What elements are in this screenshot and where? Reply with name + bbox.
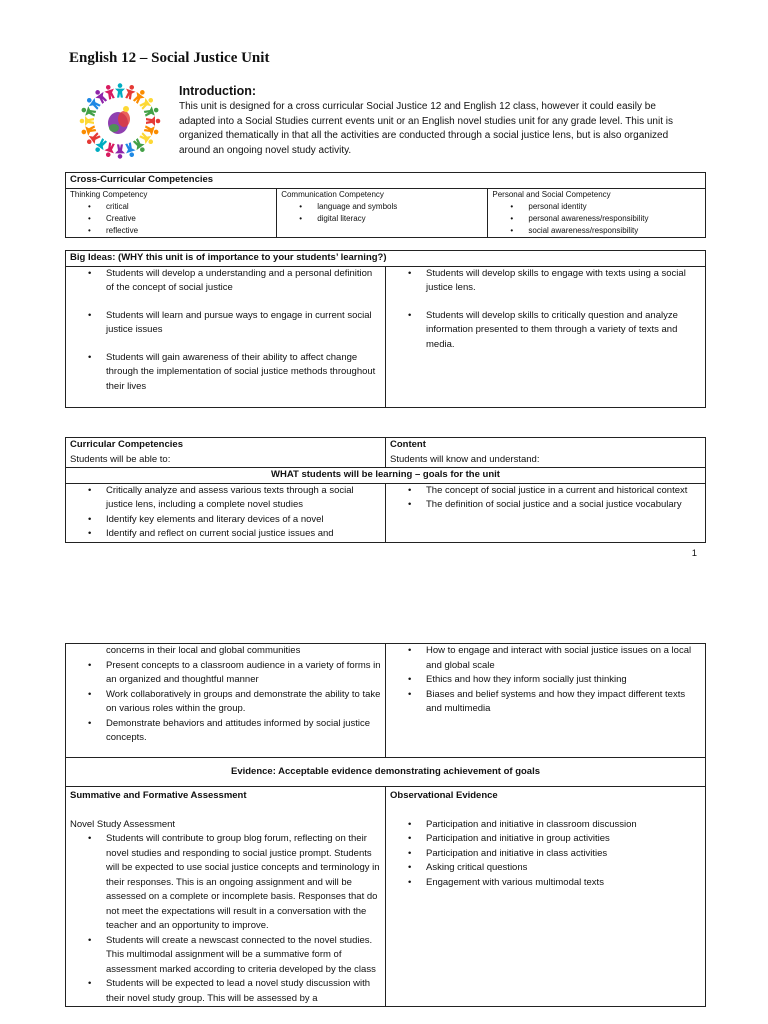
curricular-continued-cell <box>66 644 386 758</box>
curricular-item: • Present concepts to a classroom audience in a variety of forms in an organized and thoughtful manner <box>106 659 381 688</box>
thinking-competency-cell <box>66 188 277 237</box>
content-heading: Content <box>390 439 426 450</box>
novel-study-label: Novel Study Assessment <box>70 818 176 830</box>
assessment-cell <box>66 787 386 1007</box>
competency-item: • digital literacy <box>317 213 483 225</box>
observational-item: • Asking critical questions <box>426 861 701 876</box>
competency-item: • personal awareness/responsibility <box>528 213 701 225</box>
big-ideas-left-cell <box>66 266 386 408</box>
personal-social-competency-cell <box>488 188 706 237</box>
content-subheading: Students will know and understand: <box>390 453 540 465</box>
curricular-table <box>65 437 706 543</box>
curricular-item: • Demonstrate behaviors and attitudes informed by social justice concepts. <box>106 717 381 746</box>
communication-competency-cell <box>277 188 488 237</box>
observational-item: • Participation and initiative in class activities <box>426 847 701 862</box>
competencies-heading: Cross-Curricular Competencies <box>70 174 214 185</box>
goals-heading: WHAT students will be learning – goals for the unit <box>66 468 706 484</box>
document-title: English 12 – Social Justice Unit <box>69 50 270 66</box>
competency-column-title: Communication Competency <box>281 189 384 199</box>
child-figure <box>115 144 125 158</box>
evidence-heading: Evidence: Acceptable evidence demonstrating achievement of goals <box>66 758 706 787</box>
observational-item: • Engagement with various multimodal texts <box>426 876 701 891</box>
curricular-continued-table <box>65 643 706 1007</box>
competencies-table <box>65 172 706 238</box>
curricular-continued-text: concerns in their local and global communities <box>106 645 301 656</box>
big-idea-item: • Students will gain awareness of their ability to affect change through the implementation of social justice methods throughout their lives <box>106 351 381 395</box>
page-number: 1 <box>691 548 697 559</box>
content-item: • The definition of social justice and a social justice vocabulary <box>426 498 701 513</box>
big-ideas-right-cell <box>386 266 706 408</box>
curricular-items-cell <box>66 483 386 542</box>
child-figure <box>123 142 137 159</box>
big-idea-item: • Students will develop skills to critically question and analyze information presented to them through a variety of texts and media. <box>426 309 701 353</box>
assessment-item: • Students will be expected to lead a novel study discussion with their novel study group. This will be assessed by a <box>106 977 381 1006</box>
observational-cell <box>386 787 706 1007</box>
child-figure <box>115 83 125 97</box>
competency-item: • language and symbols <box>317 201 483 213</box>
competency-item: • critical <box>106 201 272 213</box>
competency-item: • reflective <box>106 225 272 237</box>
competency-column-title: Thinking Competency <box>70 189 148 199</box>
competency-column-title: Personal and Social Competency <box>492 189 611 199</box>
content-continued-cell <box>386 644 706 758</box>
curricular-item: • Identify key elements and literary devices of a novel <box>106 513 381 528</box>
big-idea-item: • Students will learn and pursue ways to engage in current social justice issues <box>106 309 381 338</box>
content-item: • Biases and belief systems and how they impact different texts and multimedia <box>426 688 701 717</box>
content-heading-cell <box>386 438 706 468</box>
assessment-heading: Summative and Formative Assessment <box>70 790 247 801</box>
observational-item: • Participation and initiative in group activities <box>426 832 701 847</box>
big-idea-item: • Students will develop skills to engage with texts using a social justice lens. <box>426 267 701 296</box>
content-item: • The concept of social justice in a current and historical context <box>426 484 701 499</box>
center-hand-motif <box>108 106 130 134</box>
child-figure <box>103 84 117 101</box>
competency-item: • Creative <box>106 213 272 225</box>
introduction-heading: Introduction: <box>179 84 257 98</box>
observational-heading: Observational Evidence <box>390 790 498 801</box>
curricular-item: • Identify and reflect on current social justice issues and <box>106 527 381 542</box>
assessment-item: • Students will contribute to group blog forum, reflecting on their novel studies and responding to social justice prompt. Students will be expected to use social justice concepts and terminology in their responses. This is an ongoing assignment and will be assessed on a complete or incomplete basis. Responses that do not meet the expectations will result in a conversation with the teacher and an opportunity to improve. <box>106 832 381 934</box>
curricular-competencies-subheading: Students will be able to: <box>70 453 171 465</box>
assessment-item: • Students will create a newscast connected to the novel studies. This multimodal assignment will be a summative form of assessment marked according to criteria developed by the class <box>106 934 381 978</box>
content-items-cell <box>386 483 706 542</box>
competency-item: • social awareness/responsibility <box>528 225 701 237</box>
curricular-item: • Work collaboratively in groups and demonstrate the ability to take on various roles within the group. <box>106 688 381 717</box>
content-item: • Ethics and how they inform socially just thinking <box>426 673 701 688</box>
big-ideas-heading: Big Ideas: (WHY this unit is of importance to your students’ learning?) <box>70 252 387 263</box>
curricular-item: • Critically analyze and assess various texts through a social justice lens, including a complete novel studies <box>106 484 381 513</box>
child-figure <box>123 84 137 101</box>
curricular-heading-cell <box>66 438 386 468</box>
introduction-text: This unit is designed for a cross curricular Social Justice 12 and English 12 class, however it could easily be adapted into a Social Studies current events unit or an English novel studies unit for any grade level. This unit is organized thematically in that all the activities are conducted through a social justice lens, but is also organized around an ongoing novel study activity. <box>179 101 673 156</box>
child-figure <box>146 116 160 126</box>
curricular-competencies-heading: Curricular Competencies <box>70 439 183 450</box>
diverse-children-circle-logo-icon <box>71 79 169 163</box>
observational-item: • Participation and initiative in classroom discussion <box>426 818 701 833</box>
big-ideas-table <box>65 250 706 408</box>
content-item: • How to engage and interact with social justice issues on a local and global scale <box>426 644 701 673</box>
competency-item: • personal identity <box>528 201 701 213</box>
child-figure <box>80 116 94 126</box>
big-idea-item: • Students will develop a understanding and a personal definition of the concept of social justice <box>106 267 381 296</box>
child-figure <box>103 142 117 159</box>
